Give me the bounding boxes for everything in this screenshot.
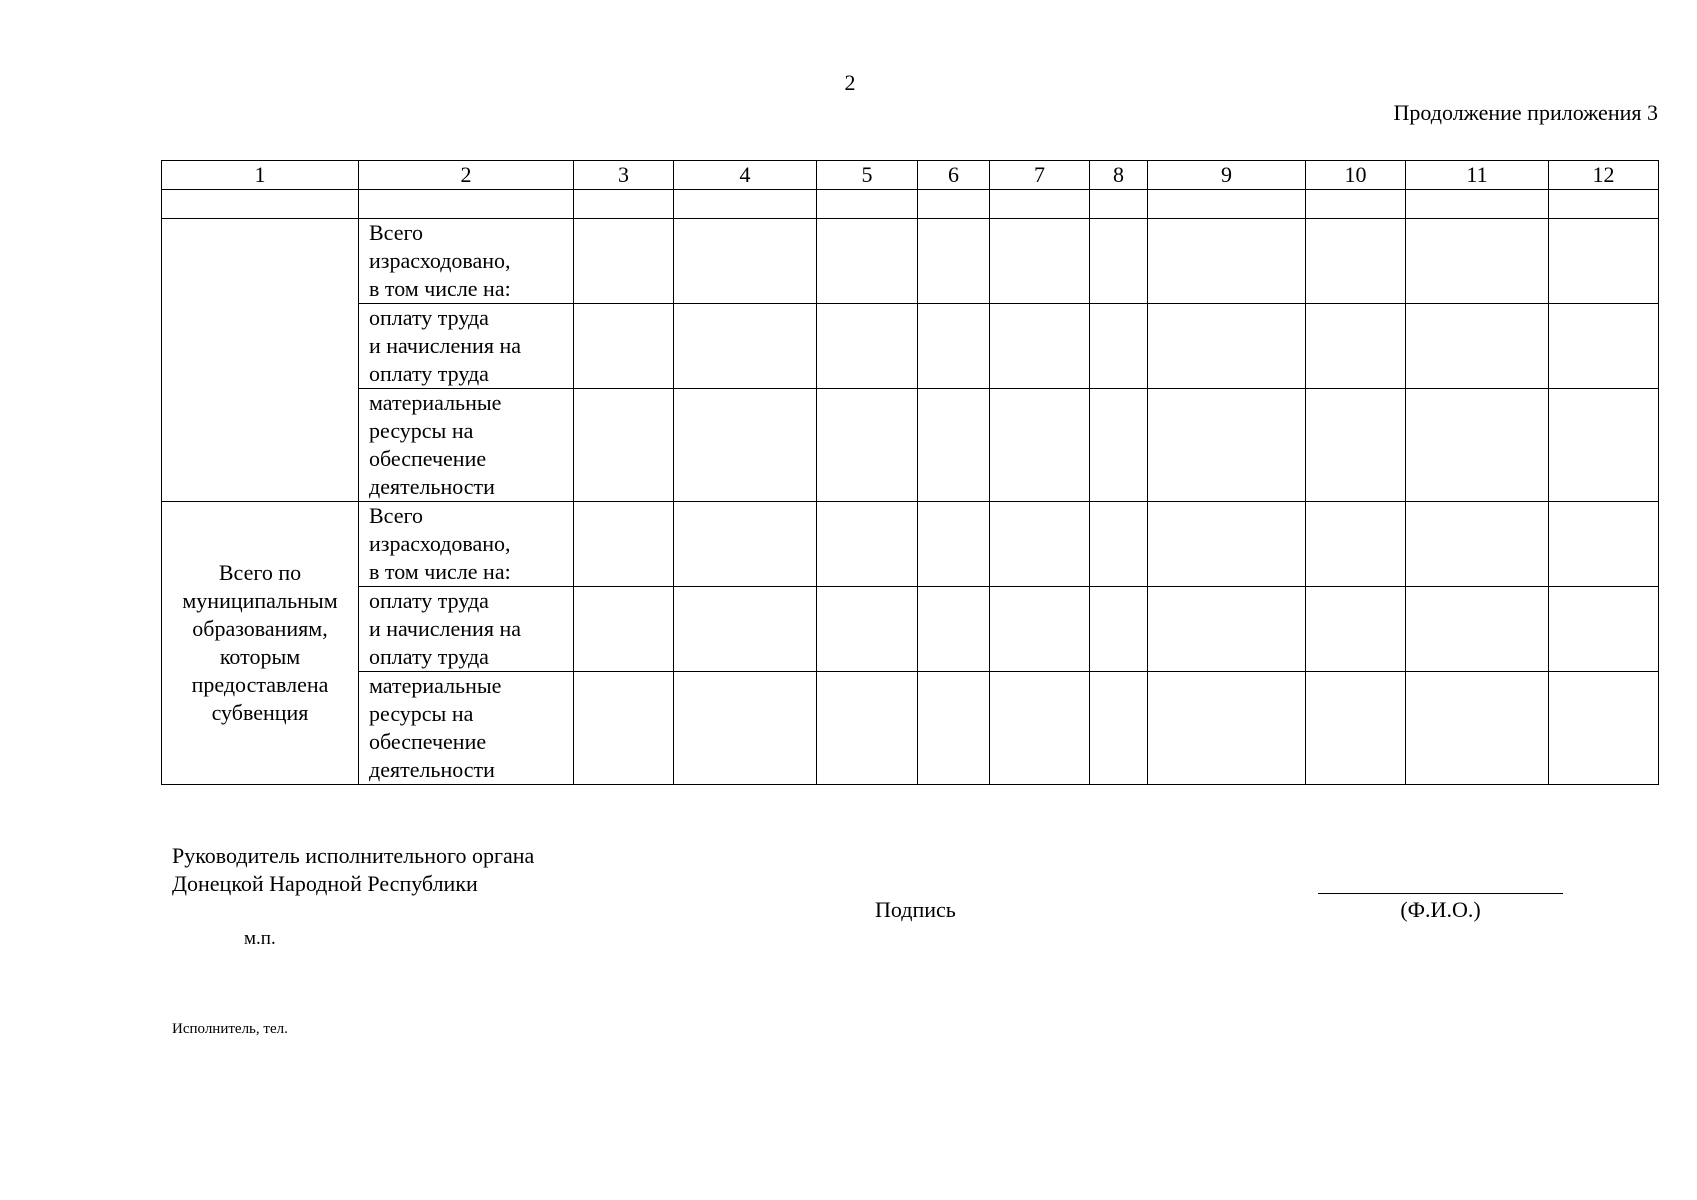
table-cell[interactable] (1406, 502, 1549, 587)
table-cell[interactable] (817, 389, 918, 502)
table-cell[interactable] (817, 502, 918, 587)
row-label-wages: оплату труда и начисления на оплату труда (359, 587, 574, 672)
table-cell[interactable] (1306, 190, 1406, 219)
column-number: 7 (990, 161, 1090, 190)
group-label-cell[interactable] (162, 219, 359, 502)
table-cell[interactable] (674, 219, 817, 304)
table-cell[interactable] (990, 502, 1090, 587)
report-table (161, 160, 1659, 785)
table-cell[interactable] (918, 304, 990, 389)
table-cell[interactable] (1549, 672, 1659, 785)
table-cell[interactable] (1090, 219, 1148, 304)
fio-signature-line[interactable] (1318, 893, 1563, 894)
table-row (162, 502, 1659, 587)
column-number: 10 (1306, 161, 1406, 190)
row-label-total-spent: Всего израсходовано, в том числе на: (359, 502, 574, 587)
table-cell[interactable] (918, 190, 990, 219)
table-cell[interactable] (1549, 587, 1659, 672)
table-cell[interactable] (817, 219, 918, 304)
table-cell[interactable] (1306, 502, 1406, 587)
appendix-continuation-label: Продолжение приложения 3 (1393, 100, 1658, 125)
table-cell[interactable] (1148, 304, 1306, 389)
row-label-material-resources: материальные ресурсы на обеспечение деятельности (359, 389, 574, 502)
table-cell[interactable] (918, 389, 990, 502)
column-number: 8 (1090, 161, 1148, 190)
table-cell[interactable] (574, 587, 674, 672)
table-cell[interactable] (1406, 389, 1549, 502)
table-cell[interactable] (918, 672, 990, 785)
column-number: 4 (674, 161, 817, 190)
table-row (162, 304, 1659, 389)
table-row (162, 219, 1659, 304)
table-cell[interactable] (1306, 587, 1406, 672)
table-cell[interactable] (990, 304, 1090, 389)
table-cell[interactable] (817, 304, 918, 389)
table-row (162, 389, 1659, 502)
fio-caption: (Ф.И.О.) (1400, 897, 1481, 922)
table-cell[interactable] (817, 190, 918, 219)
column-number: 11 (1406, 161, 1549, 190)
column-number-row (162, 161, 1659, 190)
table-cell[interactable] (674, 389, 817, 502)
table-cell[interactable] (1148, 190, 1306, 219)
table-cell[interactable] (1406, 219, 1549, 304)
table-cell[interactable] (574, 672, 674, 785)
table-cell[interactable] (990, 672, 1090, 785)
table-cell[interactable] (1148, 672, 1306, 785)
table-cell[interactable] (1306, 672, 1406, 785)
signature-caption: Подпись (875, 897, 956, 922)
table-cell[interactable] (1549, 502, 1659, 587)
table-cell[interactable] (574, 304, 674, 389)
column-number: 3 (574, 161, 674, 190)
table-cell[interactable] (990, 190, 1090, 219)
table-cell[interactable] (817, 672, 918, 785)
table-cell[interactable] (162, 190, 359, 219)
table-cell[interactable] (674, 587, 817, 672)
table-cell[interactable] (817, 587, 918, 672)
table-cell[interactable] (574, 219, 674, 304)
table-cell[interactable] (1090, 304, 1148, 389)
row-label-wages: оплату труда и начисления на оплату труда (359, 304, 574, 389)
table-cell[interactable] (990, 219, 1090, 304)
table-cell[interactable] (574, 389, 674, 502)
table-cell[interactable] (1549, 219, 1659, 304)
table-cell[interactable] (1090, 389, 1148, 502)
table-cell[interactable] (918, 219, 990, 304)
table-cell[interactable] (1406, 304, 1549, 389)
table-cell[interactable] (574, 190, 674, 219)
table-cell[interactable] (674, 304, 817, 389)
table-cell[interactable] (1306, 304, 1406, 389)
table-cell[interactable] (918, 587, 990, 672)
page-number: 2 (844, 70, 856, 95)
table-cell[interactable] (990, 389, 1090, 502)
executor-phone-label: Исполнитель, тел. (172, 1021, 288, 1037)
group-label-municipalities-total: Всего по муниципальным образованиям, которым предоставлена субвенция (162, 502, 359, 785)
head-of-executive-body-label: Руководитель исполнительного органа Донецкой Народной Республики (172, 843, 535, 896)
table-cell[interactable] (674, 190, 817, 219)
table-cell[interactable] (1406, 190, 1549, 219)
table-cell[interactable] (1549, 190, 1659, 219)
table-cell[interactable] (1090, 502, 1148, 587)
table-cell[interactable] (1090, 190, 1148, 219)
table-cell[interactable] (1148, 502, 1306, 587)
column-number: 1 (162, 161, 359, 190)
table-cell[interactable] (574, 502, 674, 587)
table-cell[interactable] (1306, 219, 1406, 304)
table-cell[interactable] (1406, 672, 1549, 785)
table-cell[interactable] (990, 587, 1090, 672)
table-cell[interactable] (1148, 389, 1306, 502)
table-cell[interactable] (1406, 587, 1549, 672)
row-label-total-spent: Всего израсходовано, в том числе на: (359, 219, 574, 304)
table-row (162, 672, 1659, 785)
column-number: 9 (1148, 161, 1306, 190)
table-row-empty (162, 190, 1659, 219)
table-cell[interactable] (1148, 587, 1306, 672)
table-cell[interactable] (674, 502, 817, 587)
table-cell[interactable] (1549, 389, 1659, 502)
column-number: 2 (359, 161, 574, 190)
column-number: 12 (1549, 161, 1659, 190)
column-number: 6 (918, 161, 990, 190)
table-cell[interactable] (918, 502, 990, 587)
table-cell[interactable] (1549, 304, 1659, 389)
table-row (162, 587, 1659, 672)
table-cell[interactable] (1306, 389, 1406, 502)
table-cell[interactable] (1090, 672, 1148, 785)
stamp-place-label: м.п. (244, 928, 276, 949)
table-cell[interactable] (359, 190, 574, 219)
row-label-material-resources: материальные ресурсы на обеспечение деятельности (359, 672, 574, 785)
column-number: 5 (817, 161, 918, 190)
table-cell[interactable] (674, 672, 817, 785)
table-cell[interactable] (1148, 219, 1306, 304)
table-cell[interactable] (1090, 587, 1148, 672)
